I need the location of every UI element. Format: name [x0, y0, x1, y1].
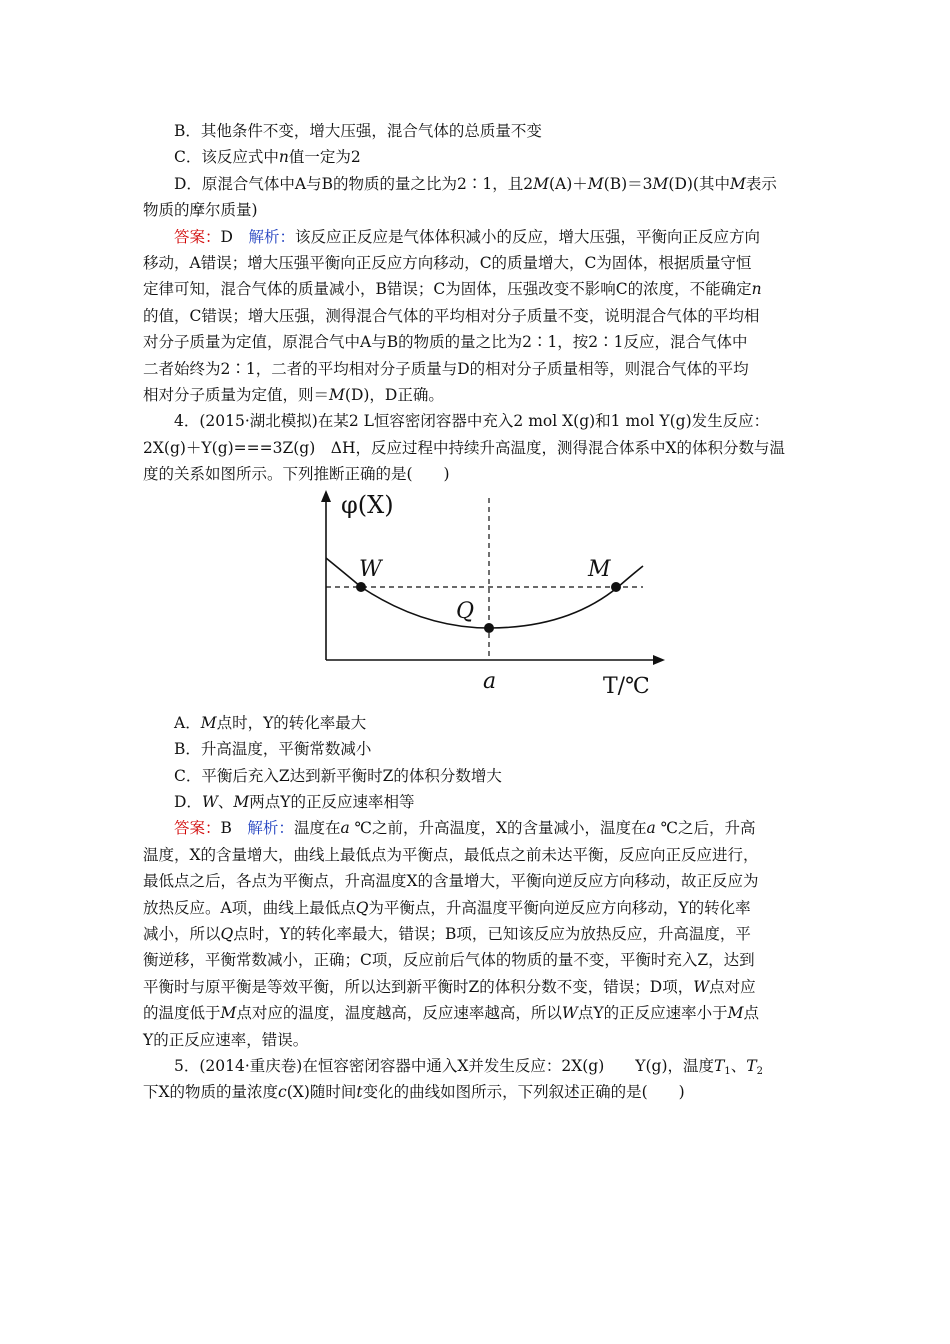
q4-answer: 答案：B 解析：温度在a ℃之前，升高温度，X的含量减小，温度在a ℃之后，升高 — [174, 819, 756, 838]
q4-explain-line: 的温度低于M点对应的温度，温度越高，反应速率越高，所以W点Y的正反应速率小于M点 — [143, 1004, 759, 1023]
q3-explain-line: 移动，A错误；增大压强平衡向正反应方向移动，C的质量增大，C为固体，根据质量守恒 — [143, 254, 752, 273]
q4-stem-cont: 2X(g)＋Y(g)===3Z(g) ΔH，反应过程中持续升高温度，测得混合体系中X的体积分数与温 — [143, 438, 786, 457]
q3-option-b: B．其他条件不变，增大压强，混合气体的总质量不变 — [174, 122, 542, 140]
q3-option-c: C．该反应式中n值一定为2 — [174, 148, 361, 167]
document-page — [143, 118, 813, 1106]
q4-option-c: C．平衡后充入Z达到新平衡时Z的体积分数增大 — [174, 766, 502, 785]
label-w: W — [359, 556, 382, 582]
q3-option-d-cont: 物质的摩尔质量) — [143, 201, 258, 220]
q5-stem-cont: 下X的物质的量浓度c(X)随时间t变化的曲线如图所示，下列叙述正确的是( ) — [143, 1083, 685, 1102]
q4-explain-line: 平衡时与原平衡是等效平衡，所以达到新平衡时Z的体积分数不变，错误；D项，W点对应 — [143, 977, 756, 996]
q4-explain-line: 温度，X的含量增大，曲线上最低点为平衡点，最低点之前未达平衡，反应向正反应进行， — [143, 845, 759, 864]
q3-explain-line: 相对分子质量为定值，则＝M(D)，D正确。 — [143, 386, 444, 405]
q3-explain-line: 二者始终为2∶1，二者的平均相对分子质量与D的相对分子质量相等，则混合气体的平均 — [143, 359, 749, 378]
x-axis-arrow — [653, 655, 665, 665]
q3-explain-line: 对分子质量为定值，原混合气中A与B的物质的量之比为2∶1，按2∶1反应，混合气体中 — [143, 333, 748, 352]
q4-explain-line: 最低点之后，各点为平衡点，升高温度X的含量增大，平衡向逆反应方向移动，故正反应为 — [143, 872, 759, 891]
q5-stem: 5．(2014·重庆卷)在恒容密闭容器中通入X并发生反应：2X(g) Y(g)，温度$T_1$、$T_2$ — [174, 1056, 763, 1077]
q3-explain-line: 定律可知，混合气体的质量减小，B错误；C为固体，压强改变不影响C的浓度，不能确定n — [143, 280, 762, 299]
q4-explain-line: 衡逆移，平衡常数减小，正确；C项，反应前后气体的物质的量不变，平衡时充入Z，达到 — [143, 951, 755, 970]
q4-option-d: D．W、M两点Y的正反应速率相等 — [174, 792, 415, 811]
point-q — [484, 623, 494, 633]
q3-answer: 答案：D 解析：该反应正反应是气体体积减小的反应，增大压强，平衡向正反应方向 — [174, 227, 760, 246]
q3-option-d: D．原混合气体中A与B的物质的量之比为2∶1，且2M(A)＋M(B)＝3M(D)(其中M表示 — [174, 174, 777, 193]
x-axis-label: T/℃ — [603, 673, 650, 699]
q4-explain-line: 放热反应。A项，曲线上最低点Q为平衡点，升高温度平衡向逆反应方向移动，Y的转化率 — [143, 898, 751, 917]
label-m: M — [588, 556, 611, 582]
q3-explain-line: 的值，C错误；增大压强，测得混合气体的平均相对分子质量不变，说明混合气体的平均相 — [143, 306, 760, 325]
q4-explain-line: Y的正反应速率，错误。 — [143, 1030, 309, 1049]
y-axis-arrow — [321, 490, 331, 502]
label-q: Q — [456, 598, 475, 624]
y-axis-label: φ(X) — [341, 490, 394, 519]
point-m — [611, 582, 621, 592]
point-w — [356, 582, 366, 592]
q4-graph — [313, 488, 673, 710]
explain-label: 解析： — [248, 227, 295, 246]
q4-option-b: B．升高温度，平衡常数减小 — [174, 740, 372, 759]
answer-label: 答案： — [174, 819, 221, 838]
q4-figure — [143, 488, 813, 710]
q4-stem: 4．(2015·湖北模拟)在某2 L恒容密闭容器中充入2 mol X(g)和1 mol Y(g)发生反应： — [174, 412, 770, 431]
q4-stem-cont: 度的关系如图所示。下列推断正确的是( ) — [143, 465, 450, 484]
q4-explain-line: 减小，所以Q点时，Y的转化率最大，错误；B项，已知该反应为放热反应，升高温度，平 — [143, 924, 751, 943]
x-tick-a: a — [483, 668, 497, 694]
q4-option-a: A．M点时，Y的转化率最大 — [174, 713, 367, 732]
answer-label: 答案： — [174, 227, 221, 246]
explain-label: 解析： — [247, 819, 294, 838]
